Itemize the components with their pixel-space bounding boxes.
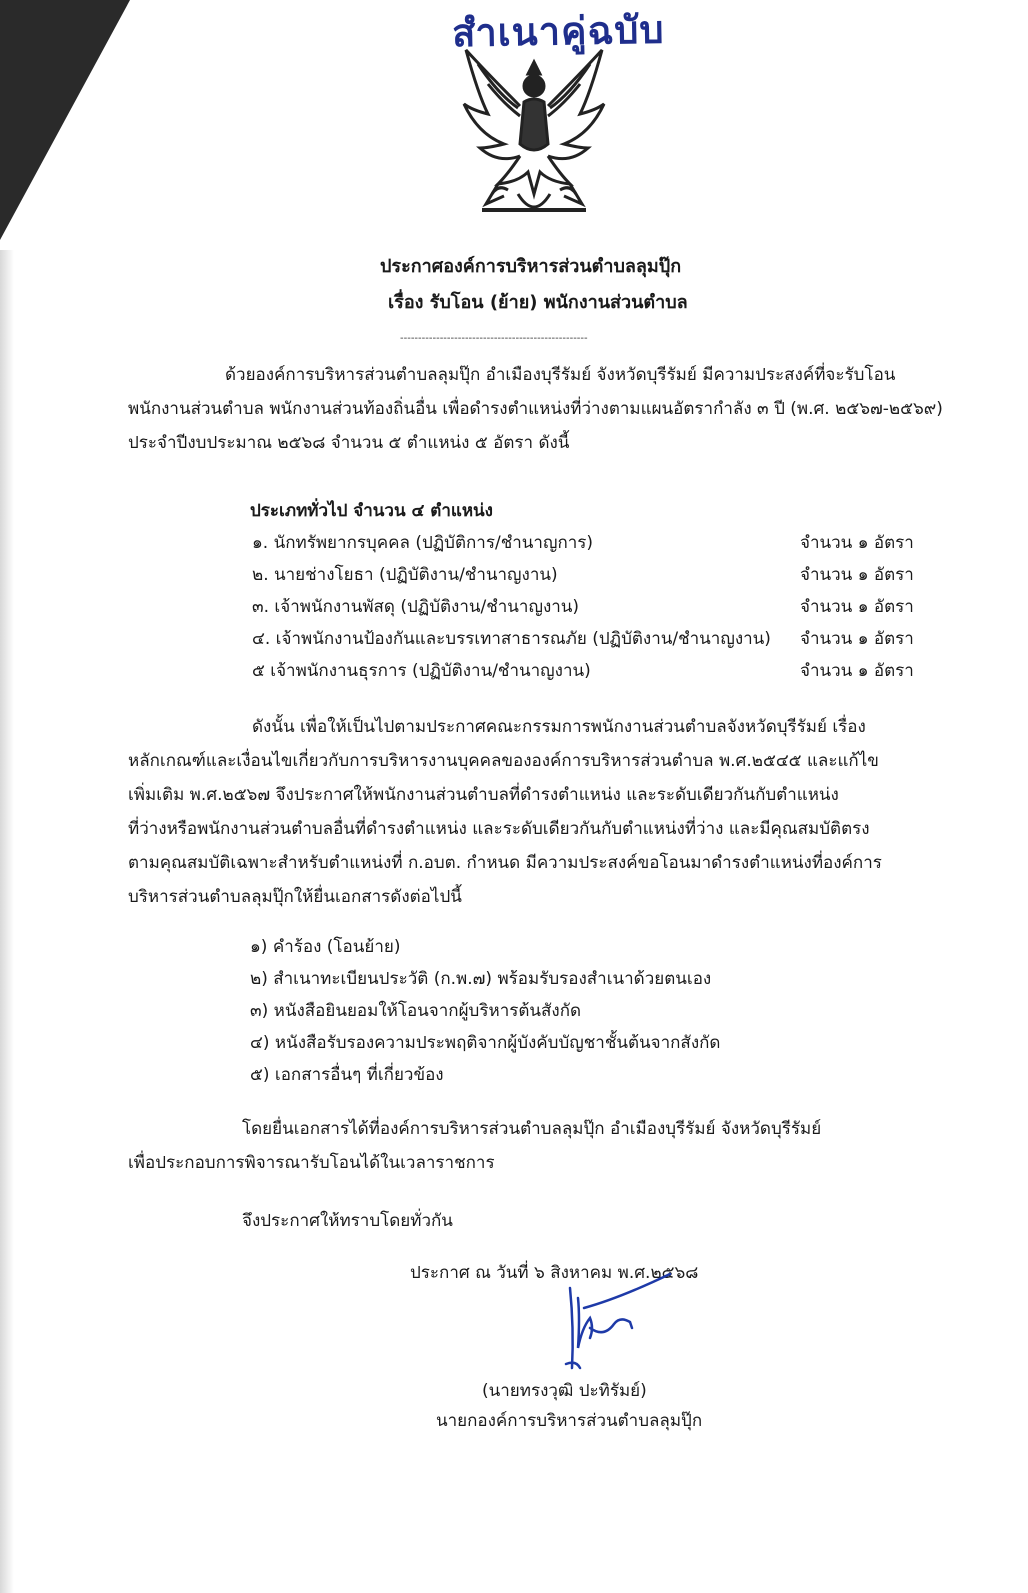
copy-stamp: สำเนาคู่ฉบับ (451, 7, 665, 56)
body-line: ดังนั้น เพื่อให้เป็นไปตามประกาศคณะกรรมการพนักงานส่วนตำบลจังหวัดบุรีรัมย์ เรื่อง (252, 717, 866, 737)
announcement-title: ประกาศองค์การบริหารส่วนตำบลลุมปุ๊ก (380, 256, 682, 277)
submit-line: โดยยื่นเอกสารได้ที่องค์การบริหารส่วนตำบลลุมปุ๊ก อำเมืองบุรีรัมย์ จังหวัดบุรีรัมย์ (242, 1119, 822, 1139)
position-item: ๔. เจ้าพนักงานป้องกันและบรรเทาสาธารณภัย (ปฏิบัติงาน/ชำนาญงาน) (252, 629, 771, 649)
position-count: จำนวน ๑ อัตรา (800, 533, 914, 553)
title-divider: ---------------------------------------------------- (400, 333, 588, 344)
body-line: ที่ว่างหรือพนักงานส่วนตำบลอื่นที่ดำรงตำแหน่ง และระดับเดียวกันกับตำแหน่งที่ว่าง และมีคุณสมบัติตรง (128, 819, 870, 839)
position-count: จำนวน ๑ อัตรา (800, 597, 914, 617)
category-heading: ประเภททั่วไป จำนวน ๔ ตำแหน่ง (250, 501, 493, 521)
position-item: ๒. นายช่างโยธา (ปฏิบัติงาน/ชำนาญงาน) (252, 565, 558, 585)
document-item: ๓) หนังสือยินยอมให้โอนจากผู้บริหารต้นสังกัด (250, 1001, 582, 1021)
submit-line: เพื่อประกอบการพิจารณารับโอนได้ในเวลาราชการ (128, 1153, 495, 1173)
document-item: ๕) เอกสารอื่นๆ ที่เกี่ยวข้อง (250, 1065, 444, 1085)
signer-position: นายกองค์การบริหารส่วนตำบลลุมปุ๊ก (436, 1411, 703, 1431)
position-item: ๑. นักทรัพยากรบุคคล (ปฏิบัติการ/ชำนาญการ) (252, 533, 594, 553)
position-count: จำนวน ๑ อัตรา (800, 565, 914, 585)
document-item: ๒) สำเนาทะเบียนประวัติ (ก.พ.๗) พร้อมรับรองสำเนาด้วยตนเอง (250, 969, 712, 989)
intro-line: ด้วยองค์การบริหารส่วนตำบลลุมปุ๊ก อำเมืองบุรีรัมย์ จังหวัดบุรีรัมย์ มีความประสงค์ที่จะรับโอน (225, 365, 896, 385)
announcement-subject: เรื่อง รับโอน (ย้าย) พนักงานส่วนตำบล (388, 292, 688, 313)
document-item: ๔) หนังสือรับรองความประพฤติจากผู้บังคับบัญชาชั้นต้นจากสังกัด (250, 1033, 721, 1053)
body-line: หลักเกณฑ์และเงื่อนไขเกี่ยวกับการบริหารงานบุคคลขององค์การบริหารส่วนตำบล พ.ศ.๒๕๔๕ และแก้ไข (128, 751, 879, 771)
announce-date: ประกาศ ณ วันที่ ๖ สิงหาคม พ.ศ.๒๕๖๘ (410, 1263, 699, 1283)
intro-line: พนักงานส่วนตำบล พนักงานส่วนท้องถิ่นอื่น เพื่อดำรงตำแหน่งที่ว่างตามแผนอัตรากำลัง ๓ ปี (พ.ศ. ๒๕๖๗-๒๕๖๙) (128, 399, 943, 419)
signer-name: (นายทรงวุฒิ ปะทิรัมย์) (482, 1381, 647, 1401)
body-line: บริหารส่วนตำบลลุมปุ๊กให้ยื่นเอกสารดังต่อไปนี้ (128, 887, 462, 907)
intro-line: ประจำปีงบประมาณ ๒๕๖๘ จำนวน ๕ ตำแหน่ง ๕ อัตรา ดังนี้ (128, 433, 570, 453)
document-item: ๑) คำร้อง (โอนย้าย) (250, 937, 401, 957)
position-item: ๕ เจ้าพนักงานธุรการ (ปฏิบัติงาน/ชำนาญงาน) (252, 661, 591, 681)
announce-line: จึงประกาศให้ทราบโดยทั่วกัน (242, 1211, 453, 1231)
position-count: จำนวน ๑ อัตรา (800, 629, 914, 649)
scan-shadow-left (0, 250, 14, 1593)
scan-shadow-top (0, 0, 130, 240)
body-line: เพิ่มเติม พ.ศ.๒๕๖๗ จึงประกาศให้พนักงานส่วนตำบลที่ดำรงตำแหน่ง และระดับเดียวกันกับตำแหน่ง (128, 785, 839, 805)
body-line: ตามคุณสมบัติเฉพาะสำหรับตำแหน่งที่ ก.อบต. กำหนด มีความประสงค์ขอโอนมาดำรงตำแหน่งที่องค์การ (128, 853, 882, 873)
position-count: จำนวน ๑ อัตรา (800, 661, 914, 681)
signature-icon (560, 1268, 680, 1378)
garuda-emblem-icon (458, 44, 610, 224)
position-item: ๓. เจ้าพนักงานพัสดุ (ปฏิบัติงาน/ชำนาญงาน) (252, 597, 580, 617)
